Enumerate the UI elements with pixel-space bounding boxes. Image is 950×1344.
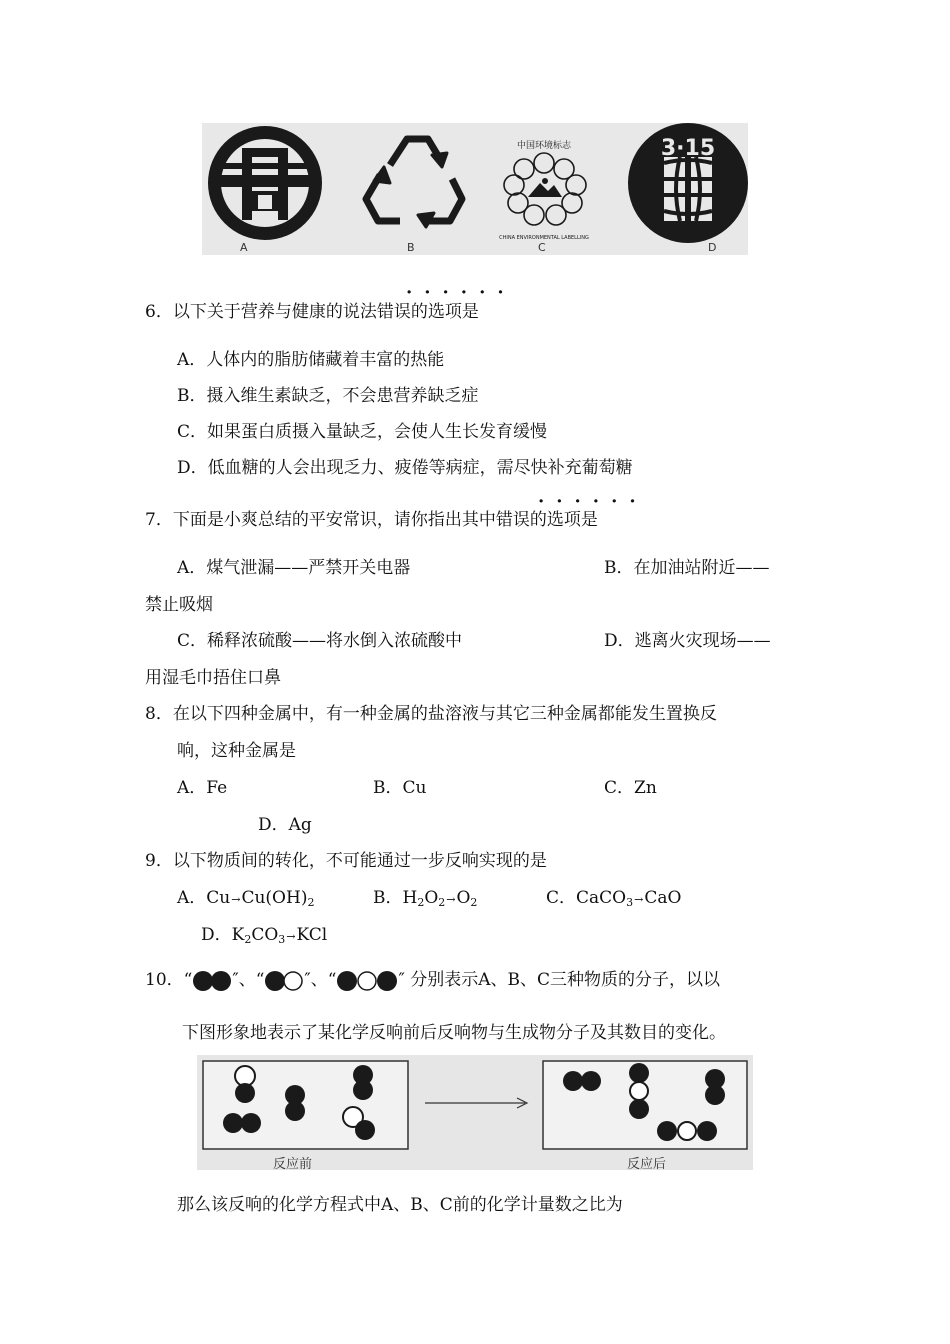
q9-option-d <box>201 924 327 951</box>
logo-label-c: C <box>538 241 546 254</box>
q9-a-label: A． <box>177 888 207 908</box>
logo-c-text-top: 中国环境标志 <box>516 141 572 151</box>
q7-option-b: B．在加油站附近—— <box>604 558 770 578</box>
q7-option-a: A．煤气泄漏——严禁开关电器 <box>177 558 411 578</box>
q6-stem: 6．以下关于营养与健康的说法错误的选项是 <box>145 302 479 322</box>
q7-option-d-cont: 用湿毛巾捂住口鼻 <box>145 668 281 688</box>
q7-emphasis-dots: ······ <box>538 491 648 512</box>
q7-option-d: D．逃离火灾现场—— <box>604 631 771 651</box>
q9-b-label: B． <box>373 888 403 908</box>
q9-c-from-sub: 3 <box>626 896 634 909</box>
logo-c-text-bottom: CHINA ENVIRONMENTAL LABELLING <box>499 235 589 241</box>
logo-d-text: 3·15 <box>660 136 716 161</box>
q10-quote-4: ″ <box>398 970 405 990</box>
q9-a-to-sub: 2 <box>307 896 315 909</box>
logos-svg <box>202 123 748 255</box>
q9-a-from: Cu <box>206 888 231 908</box>
q9-d-label: D． <box>201 925 232 945</box>
q9-option-c <box>546 887 681 914</box>
q9-c-to: CaO <box>644 888 682 908</box>
q10-stem <box>145 969 720 992</box>
q9-b-arrow: → <box>446 893 456 906</box>
q9-stem: 9．以下物质间的转化，不可能通过一步反响实现的是 <box>145 851 547 871</box>
reaction-diagram <box>197 1055 753 1170</box>
q9-a-to: Cu(OH) <box>241 888 308 908</box>
q9-b-from-sub2: 2 <box>438 896 446 909</box>
q8-option-d: D．Ag <box>258 815 312 835</box>
q9-option-a <box>177 887 314 914</box>
q7-stem: 7．下面是小爽总结的平安常识，请你指出其中错误的选项是 <box>145 510 598 530</box>
q10-quote-1: “ <box>183 970 193 990</box>
q8-option-b: B．Cu <box>373 778 427 798</box>
molecule-c-icon <box>336 970 398 992</box>
q8-stem: 8．在以下四种金属中，有一种金属的盐溶液与其它三种金属都能发生置换反 <box>145 704 717 724</box>
q9-a-arrow: → <box>231 893 241 906</box>
label-after-reaction: 反应后 <box>627 1157 667 1172</box>
logo-label-d: D <box>708 241 717 254</box>
q9-c-from: CaCO <box>576 888 627 908</box>
after-molecule-c-2 <box>657 1121 717 1141</box>
q9-option-b <box>373 887 477 914</box>
q9-d-from-sub2: 3 <box>278 933 286 946</box>
molecule-a-icon <box>192 970 232 992</box>
q9-c-arrow: → <box>634 893 644 906</box>
logo-b-recycle <box>366 139 462 227</box>
q10-quote-2: ″、“ <box>232 970 265 990</box>
q7-option-b-cont: 禁止吸烟 <box>145 595 213 615</box>
logos-figure <box>202 123 748 255</box>
label-before-reaction: 反应前 <box>273 1157 313 1172</box>
q9-d-to: KCl <box>296 925 328 945</box>
q10-quote-3: ″、“ <box>304 970 337 990</box>
q6-option-c: C．如果蛋白质摄入量缺乏，会使人生长发育缓慢 <box>177 422 548 442</box>
q9-d-arrow: → <box>286 930 296 943</box>
logo-c-environment <box>504 153 586 225</box>
q8-option-c: C．Zn <box>604 778 657 798</box>
q10-stem-tail: 分别表示A、B、C三种物质的分子，以以 <box>410 970 720 990</box>
molecule-b-icon <box>264 970 304 992</box>
q8-stem-cont: 响，这种金属是 <box>177 741 296 761</box>
q9-b-from-sub1: 2 <box>417 896 425 909</box>
q10-conclusion: 那么该反响的化学方程式中A、B、C前的化学计量数之比为 <box>177 1195 623 1215</box>
q7-option-c: C．稀释浓硫酸——将水倒入浓硫酸中 <box>177 631 463 651</box>
q9-d-from-sub1: 2 <box>244 933 252 946</box>
q10-num: 10． <box>145 970 184 990</box>
logo-label-a: A <box>240 241 248 254</box>
q6-option-a: A．人体内的脂肪储藏着丰富的热能 <box>177 350 445 370</box>
q9-b-from: H <box>402 888 418 908</box>
q9-b-to: O <box>456 888 471 908</box>
q9-d-from1: K <box>231 925 245 945</box>
before-box <box>203 1061 408 1149</box>
q6-option-b: B．摄入维生素缺乏，不会患营养缺乏症 <box>177 386 479 406</box>
q6-option-d: D．低血糖的人会出现乏力、疲倦等病症，需尽快补充葡萄糖 <box>177 458 633 478</box>
q9-d-from2: CO <box>251 925 279 945</box>
q9-b-from-mid: O <box>424 888 439 908</box>
logo-a-emblem <box>208 126 322 240</box>
after-molecule-c-1 <box>629 1063 649 1119</box>
q10-stem-cont: 下图形象地表示了某化学反响前后反响物与生成物分子及其数目的变化。 <box>182 1023 726 1043</box>
logo-label-b: B <box>407 241 415 254</box>
q9-b-to-sub: 2 <box>470 896 478 909</box>
q6-emphasis-dots: ······ <box>406 282 516 303</box>
q8-option-a: A．Fe <box>177 778 228 798</box>
q9-c-label: C． <box>546 888 577 908</box>
